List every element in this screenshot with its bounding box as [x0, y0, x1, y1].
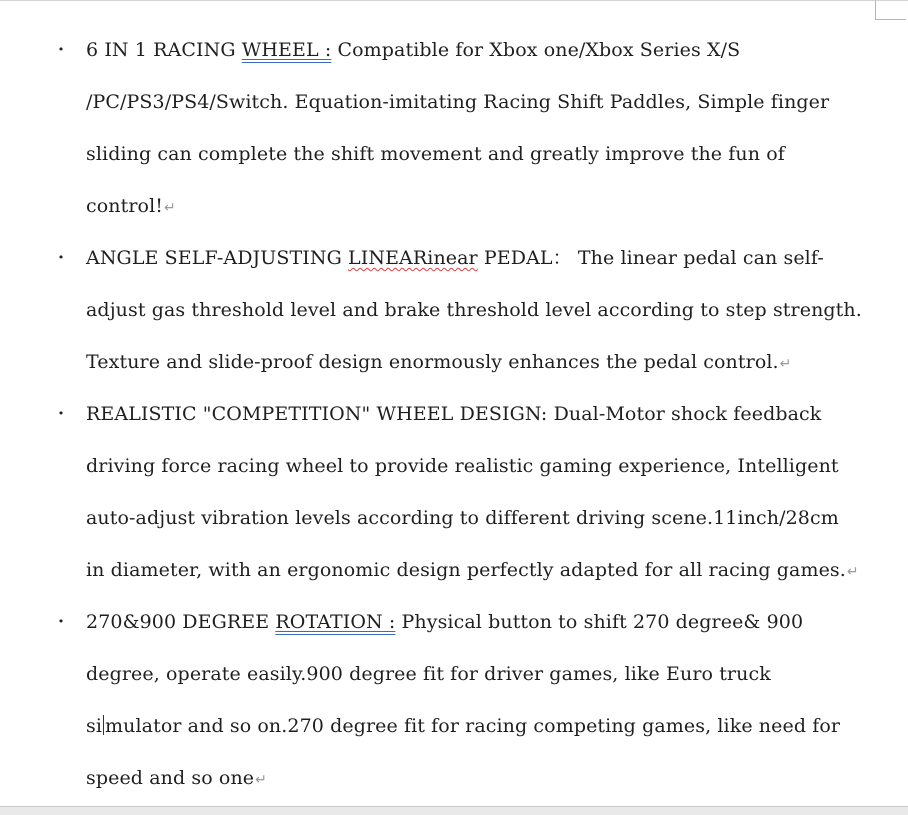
list-item-line[interactable]: degree, operate easily.900 degree fit for driver games, like Euro truck: [86, 663, 771, 685]
text-run: mulator and so on.270 degree fit for racing competing games, like need for: [105, 715, 841, 737]
text-run: 6 IN 1 RACING: [86, 39, 242, 61]
list-item-line[interactable]: sliding can complete the shift movement and greatly improve the fun of: [86, 143, 785, 165]
text-run: si: [86, 715, 103, 737]
list-item-line[interactable]: [86, 544, 859, 598]
list-item-line[interactable]: REALISTIC "COMPETITION" WHEEL DESIGN: Dual-Motor shock feedback: [86, 403, 822, 425]
list-item-line[interactable]: [86, 752, 267, 806]
list-item-line[interactable]: [86, 596, 803, 648]
spelling-flag-text[interactable]: LINEARinear: [348, 247, 478, 269]
list-item-line[interactable]: [86, 24, 740, 76]
text-run: 270&900 DEGREE: [86, 611, 276, 633]
paragraph-mark-icon: ↵: [779, 356, 792, 372]
list-item-line[interactable]: auto-adjust vibration levels according to different driving scene.11inch/28cm: [86, 507, 839, 529]
text-cursor: [103, 715, 104, 735]
grammar-flag-text[interactable]: ROTATION :: [275, 611, 396, 633]
list-item-line[interactable]: /PC/PS3/PS4/Switch. Equation-imitating Racing Shift Paddles, Simple finger: [86, 91, 830, 113]
bullet-marker: •: [57, 407, 65, 420]
list-item-line[interactable]: driving force racing wheel to provide realistic gaming experience, Intelligent: [86, 455, 839, 477]
list-item-line[interactable]: adjust gas threshold level and brake threshold level according to step strength.: [86, 299, 862, 321]
list-item-line[interactable]: [86, 232, 824, 284]
margin-corner-mark: [875, 0, 906, 20]
text-run: Texture and slide-proof design enormously enhances the pedal control.: [86, 351, 779, 373]
paragraph-mark-icon: ↵: [846, 564, 859, 580]
list-item-line[interactable]: [86, 180, 176, 234]
text-run: ANGLE SELF-ADJUSTING: [86, 247, 349, 269]
paragraph-mark-icon: ↵: [164, 200, 176, 216]
text-run: Physical button to shift 270 degree& 900: [395, 611, 804, 633]
text-run: speed and so one: [86, 767, 255, 789]
bullet-marker: •: [57, 43, 65, 56]
list-item-line[interactable]: [86, 700, 840, 752]
bullet-marker: •: [57, 615, 65, 628]
grammar-flag-text[interactable]: WHEEL :: [241, 39, 332, 61]
text-run: in diameter, with an ergonomic design perfectly adapted for all racing games.: [86, 559, 846, 581]
text-run: Compatible for Xbox one/Xbox Series X/S: [331, 39, 741, 61]
text-run: control!: [86, 195, 163, 217]
paragraph-mark-icon: ↵: [255, 772, 267, 788]
page-top-border: [0, 0, 908, 1]
list-item-line[interactable]: [86, 336, 792, 390]
bullet-marker: •: [57, 251, 65, 264]
text-run: PEDAL： The linear pedal can self-: [477, 247, 824, 269]
